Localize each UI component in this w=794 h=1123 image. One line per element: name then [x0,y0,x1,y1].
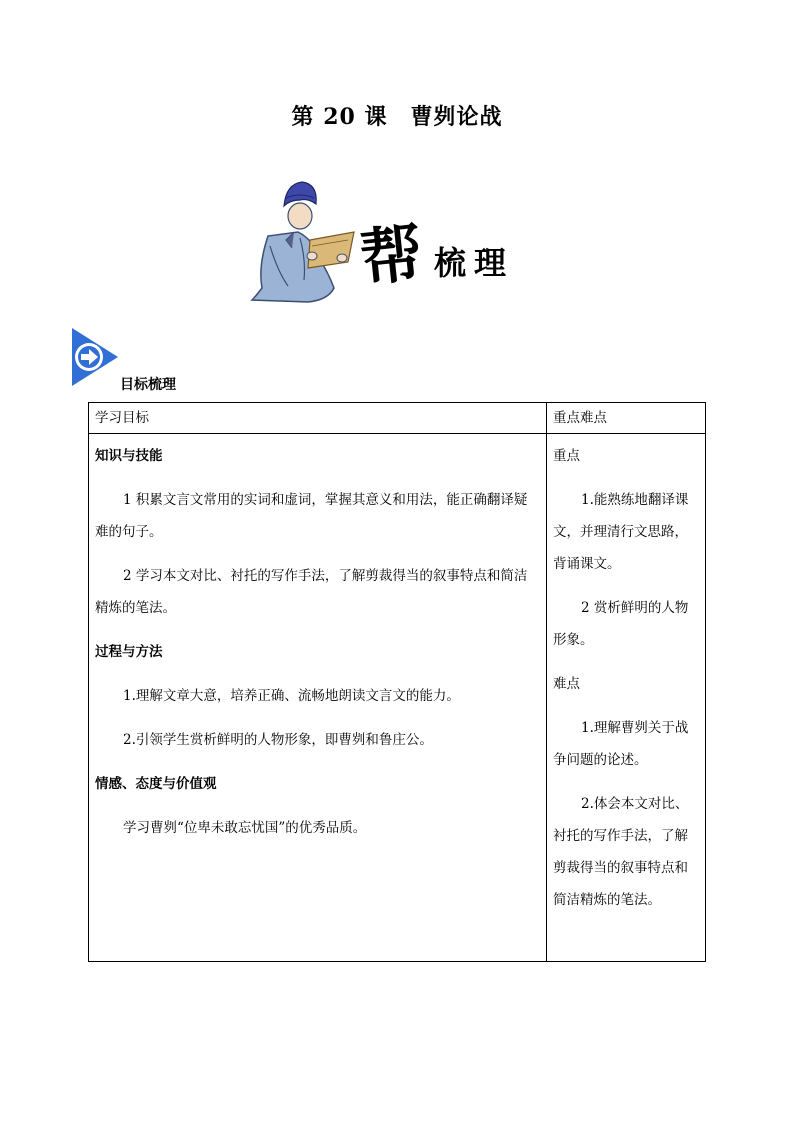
goal-paragraph: 1 积累文言文常用的实词和虚词，掌握其意义和用法，能正确翻译疑难的句子。 [95,492,528,540]
learning-goals-cell [89,434,547,962]
heading-emotion-values: 情感、态度与价值观 [95,776,217,792]
banner-small-characters: 梳理 [434,244,515,282]
goal-paragraph: 2 学习本文对比、衬托的写作手法，了解剪裁得当的叙事特点和简洁精炼的笔法。 [95,568,528,616]
key-points-cell [547,434,706,962]
goals-table [88,402,706,962]
arrow-right-icon [70,326,120,388]
goal-paragraph: 学习曹刿“位卑未敢忘忧国”的优秀品质。 [123,820,367,836]
heading-process-method: 过程与方法 [95,644,163,660]
banner-big-character: 帮 [356,215,427,296]
heading-difficult-points: 难点 [553,676,580,692]
difficult-point-paragraph: 1.理解曹刿关于战争问题的论述。 [553,720,689,768]
difficult-point-paragraph: 2.体会本文对比、衬托的写作手法，了解剪裁得当的叙事特点和简洁精炼的笔法。 [553,796,689,908]
banner [248,176,528,308]
heading-key-points: 重点 [553,448,580,464]
key-point-paragraph: 1.能熟练地翻译课文，并理清行文思路，背诵课文。 [553,492,689,572]
goal-paragraph: 1.理解文章大意，培养正确、流畅地朗读文言文的能力。 [123,688,460,704]
key-point-paragraph: 2 赏析鲜明的人物形象。 [553,600,689,648]
page-title: 第 20 课 曹刿论战 [291,104,503,130]
header-key-difficult-points: 重点难点 [547,403,706,434]
header-learning-goals: 学习目标 [89,403,547,434]
section-label: 目标梳理 [120,377,176,393]
scholar-reading-illustration [248,176,360,308]
table-header-row [89,403,706,434]
heading-knowledge-skills: 知识与技能 [95,448,163,464]
goal-paragraph: 2.引领学生赏析鲜明的人物形象，即曹刿和鲁庄公。 [123,732,433,748]
table-row [89,434,706,962]
